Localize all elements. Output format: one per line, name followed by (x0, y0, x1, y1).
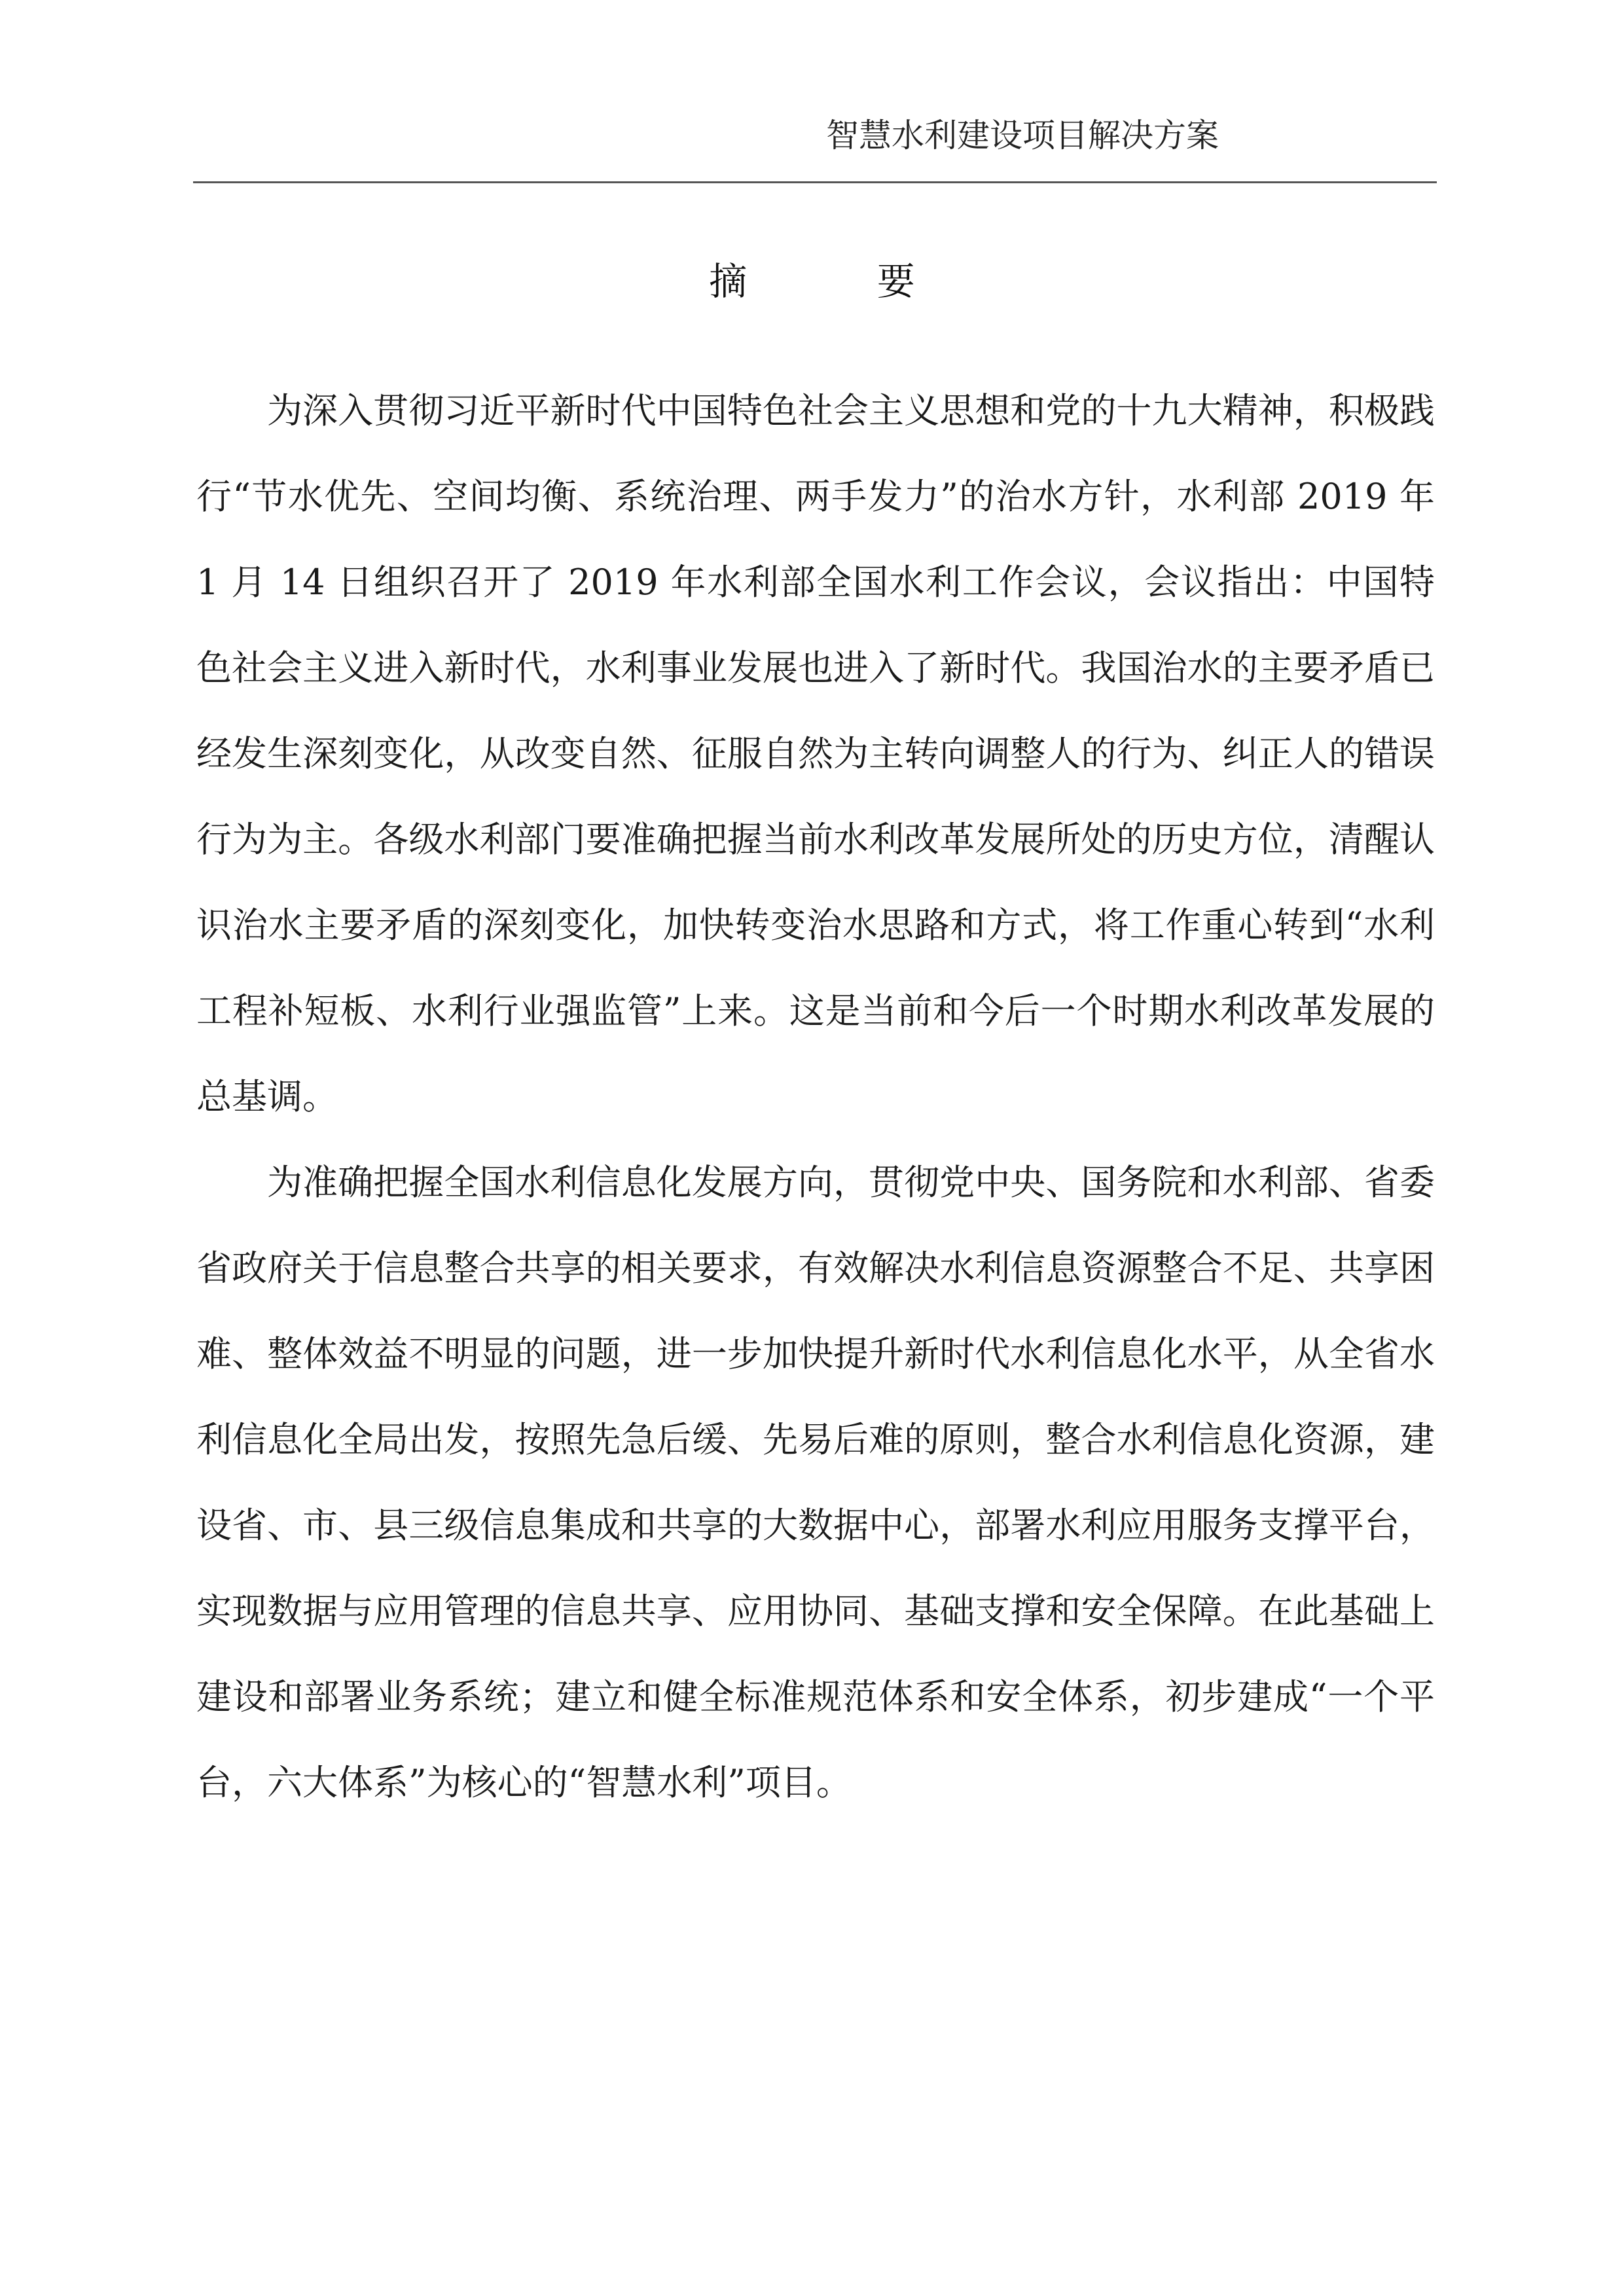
abstract-body (196, 368, 1435, 1825)
abstract-paragraph: 为准确把握全国水利信息化发展方向，贯彻党中央、国务院和水利部、省委省政府关于信息整合共享的相关要求，有效解决水利信息资源整合不足、共享困难、整体效益不明显的问题，进一步加快提升新时代水利信息化水平，从全省水利信息化全局出发，按照先急后缓、先易后难的原则，整合水利信息化资源，建设省、市、县三级信息集成和共享的大数据中心，部署水利应用服务支撑平台，实现数据与应用管理的信息共享、应用协同、基础支撑和安全保障。在此基础上建设和部署业务系统；建立和健全标准规范体系和安全体系，初步建成“一个平台，六大体系”为核心的“智慧水利”项目。 (196, 1162, 1435, 1803)
header-divider (193, 181, 1437, 183)
abstract-paragraph: 为深入贯彻习近平新时代中国特色社会主义思想和党的十九大精神，积极践行“节水优先、空间均衡、系统治理、两手发力”的治水方针，水利部 2019 年 1 月 14 日组织召开了 2019 年水利部全国水利工作会议，会议指出：中国特色社会主义进入新时代，水利事业发展也进入了新时代。我国治水的主要矛盾已经发生深刻变化，从改变自然、征服自然为主转向调整人的行为、纠正人的错误行为为主。各级水利部门要准确把握当前水利改革发展所处的历史方位，清醒认识治水主要矛盾的深刻变化，加快转变治水思路和方式，将工作重心转到“水利工程补短板、水利行业强监管”上来。这是当前和今后一个时期水利改革发展的总基调。 (196, 390, 1435, 1117)
running-header-title: 智慧水利建设项目解决方案 (826, 117, 1219, 154)
abstract-heading: 摘 要 (709, 259, 974, 304)
